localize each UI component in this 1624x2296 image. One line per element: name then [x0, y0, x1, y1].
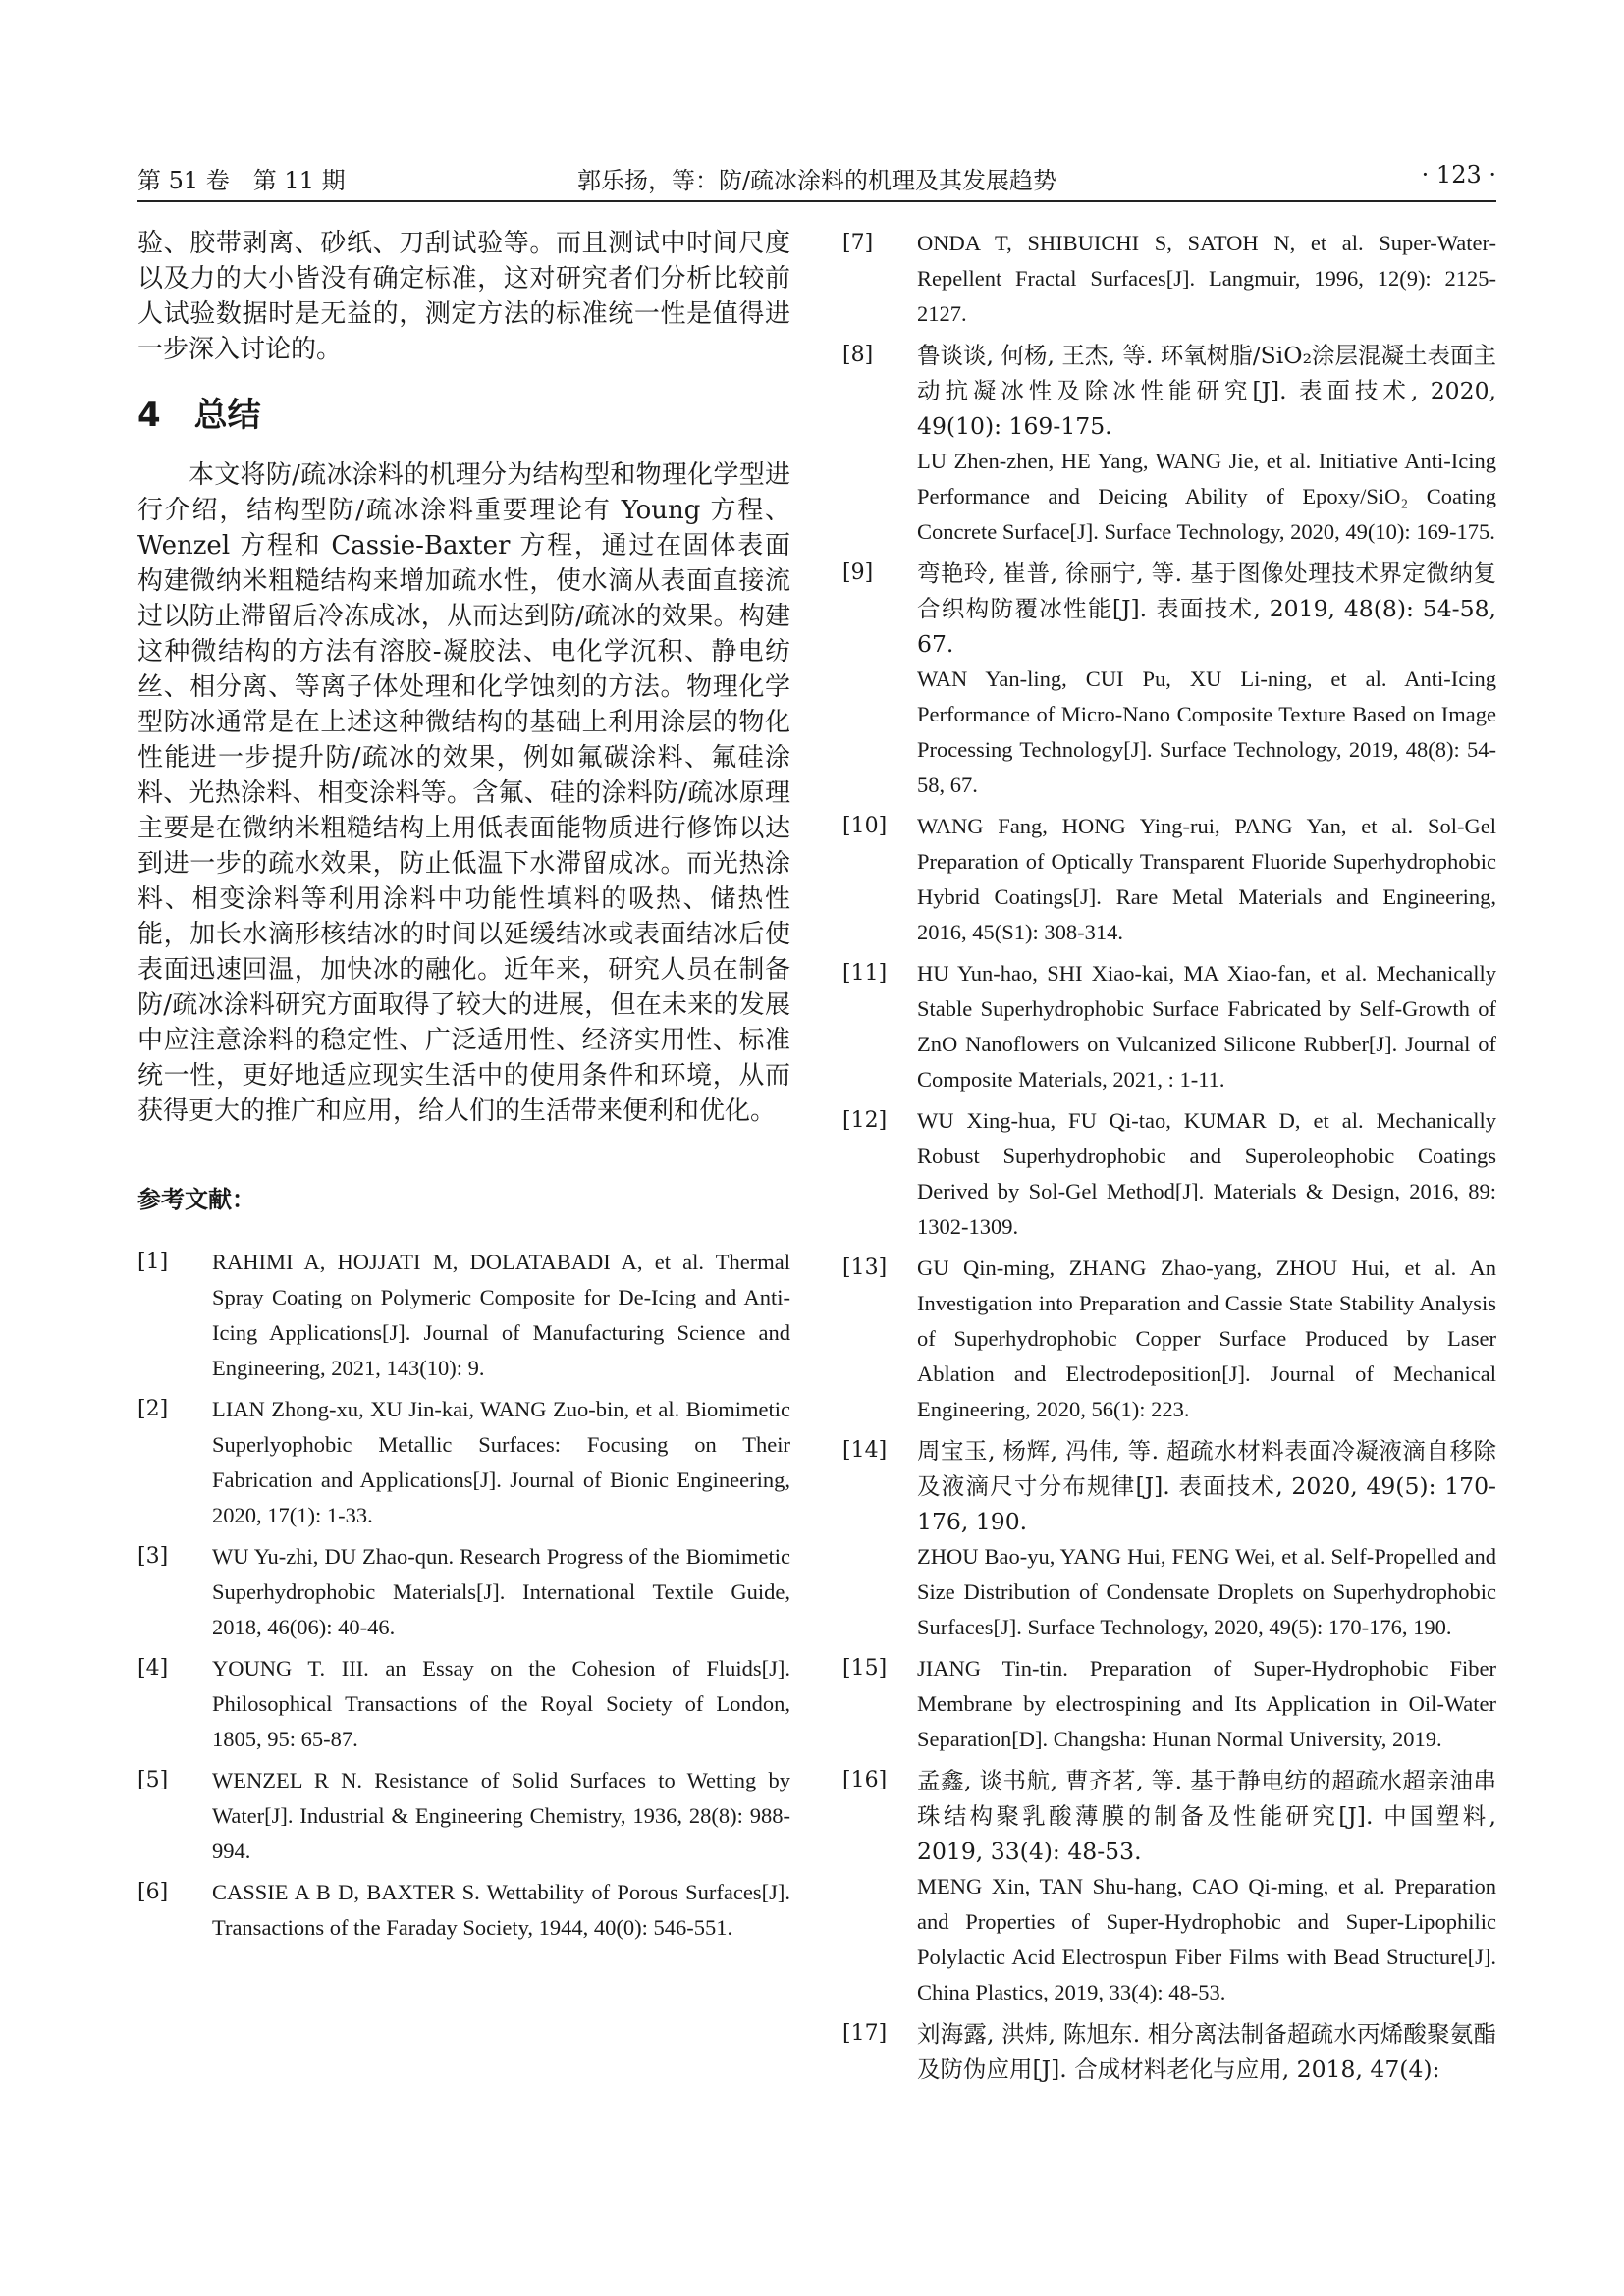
section-title-summary: 4 总结	[137, 396, 261, 435]
reference-number: [17]	[842, 2021, 888, 2046]
reference-number: [14]	[842, 1438, 888, 1463]
reference-item	[137, 1875, 790, 1946]
reference-text: WU Yu-zhi, DU Zhao-qun. Research Progress of the Biomimetic Superhydrophobic Materials[J]. International Textile Guide, 2018, 46(06): 40-46.	[212, 1544, 790, 1639]
reference-number: [9]	[842, 561, 874, 585]
reference-number: [2]	[137, 1397, 169, 1421]
running-header	[137, 155, 1496, 194]
reference-number: [8]	[842, 343, 874, 367]
references-title: 参考文献：	[137, 1186, 255, 1213]
reference-text: CASSIE A B D, BAXTER S. Wettability of Porous Surfaces[J]. Transactions of the Faraday Society, 1944, 40(0): 546-551.	[212, 1880, 790, 1940]
reference-list-right	[842, 226, 1496, 2087]
left-column	[137, 226, 790, 1951]
reference-text: GU Qin-ming, ZHANG Zhao-yang, ZHOU Hui, et al. An Investigation into Preparation and Cassie State Stability Analysis of Superhydrophobic Copper Surface Produced by Laser Ablation and Electrodeposition[J]. Journal of Mechanical Engineering, 2020, 56(1): 223.	[917, 1255, 1496, 1421]
reference-number: [5]	[137, 1768, 169, 1792]
reference-item	[842, 226, 1496, 332]
page-number: · 123 ·	[1421, 161, 1496, 188]
reference-item	[842, 809, 1496, 950]
reference-item	[842, 2016, 1496, 2087]
reference-item	[842, 1763, 1496, 2010]
reference-text: YOUNG T. III. an Essay on the Cohesion of Fluids[J]. Philosophical Transactions of the Royal Society of London, 1805, 95: 65-87.	[212, 1656, 790, 1751]
reference-text-chinese: 鲁谈谈, 何杨, 王杰, 等. 环氧树脂/SiO₂涂层混凝土表面主动抗凝冰性及除冰性能研究[J]. 表面技术, 2020, 49(10): 169-175.	[917, 342, 1496, 440]
header-rule	[137, 200, 1496, 202]
reference-text-english: WAN Yan-ling, CUI Pu, XU Li-ning, et al. Anti-Icing Performance of Micro-Nano Composite Texture Based on Image Processing Technology[J]. Surface Technology, 2019, 48(8): 54-58, 67.	[917, 667, 1496, 797]
reference-number: [6]	[137, 1880, 169, 1904]
summary-paragraph: 本文将防/疏冰涂料的机理分为结构型和物理化学型进行介绍，结构型防/疏冰涂料重要理论有 Young 方程、Wenzel 方程和 Cassie-Baxter 方程，通过在固体表面构建微纳米粗糙结构来增加疏水性，使水滴从表面直接流过以防止滞留后冷冻成冰，从而达到防/疏冰的效果。构建这种微结构的方法有溶胶-凝胶法、电化学沉积、静电纺丝、相分离、等离子体处理和化学蚀刻的方法。物理化学型防冰通常是在上述这种微结构的基础上利用涂层的物化性能进一步提升防/疏冰的效果，例如氟碳涂料、氟硅涂料、光热涂料、相变涂料等。含氟、硅的涂料防/疏冰原理主要是在微纳米粗糙结构上用低表面能物质进行修饰以达到进一步的疏水效果，防止低温下水滞留成冰。而光热涂料、相变涂料等利用涂料中功能性填料的吸热、储热性能，加长水滴形核结冰的时间以延缓结冰或表面结冰后使表面迅速回温，加快冰的融化。近年来，研究人员在制备防/疏冰涂料研究方面取得了较大的进展，但在未来的发展中应注意涂料的稳定性、广泛适用性、经济实用性、标准统一性，更好地适应现实生活中的使用条件和环境，从而获得更大的推广和应用，给人们的生活带来便利和优化。	[137, 460, 790, 1126]
running-title: 郭乐扬，等：防/疏冰涂料的机理及其发展趋势	[576, 167, 1057, 194]
intro-paragraph: 验、胶带剥离、砂纸、刀刮试验等。而且测试中时间尺度以及力的大小皆没有确定标准，这对研究者们分析比较前人试验数据时是无益的，测定方法的标准统一性是值得进一步深入讨论的。	[137, 229, 790, 364]
reference-number: [3]	[137, 1544, 169, 1569]
reference-text: RAHIMI A, HOJJATI M, DOLATABADI A, et al. Thermal Spray Coating on Polymeric Composite for De-Icing and Anti-Icing Applications[J]. Journal of Manufacturing Science and Engineering, 2021, 143(10): 9.	[212, 1250, 790, 1380]
reference-text: HU Yun-hao, SHI Xiao-kai, MA Xiao-fan, et al. Mechanically Stable Superhydrophobic Surface Fabricated by Self-Growth of ZnO Nanoflowers on Vulcanized Silicone Rubber[J]. Journal of Composite Materials, 2021, : 1-11.	[917, 961, 1496, 1092]
reference-text-english: ZHOU Bao-yu, YANG Hui, FENG Wei, et al. Self-Propelled and Size Distribution of Condensate Droplets on Superhydrophobic Surfaces[J]. Surface Technology, 2020, 49(5): 170-176, 190.	[917, 1544, 1496, 1639]
reference-text-english: MENG Xin, TAN Shu-hang, CAO Qi-ming, et al. Preparation and Properties of Super-Hydrophobic and Super-Lipophilic Polylactic Acid Electrospun Fiber Films with Bead Structure[J]. China Plastics, 2019, 33(4): 48-53.	[917, 1874, 1496, 2004]
reference-number: [12]	[842, 1108, 888, 1133]
reference-number: [15]	[842, 1656, 888, 1681]
reference-number: [1]	[137, 1250, 169, 1274]
reference-text-chinese: 孟鑫, 谈书航, 曹齐茗, 等. 基于静电纺的超疏水超亲油串珠结构聚乳酸薄膜的制备及性能研究[J]. 中国塑料, 2019, 33(4): 48-53.	[917, 1767, 1496, 1865]
reference-number: [4]	[137, 1656, 169, 1681]
reference-list-left	[137, 1245, 790, 1946]
reference-item	[842, 338, 1496, 550]
reference-item	[137, 1245, 790, 1386]
reference-number: [10]	[842, 814, 888, 838]
reference-item	[842, 1651, 1496, 1757]
reference-text-chinese: 周宝玉, 杨辉, 冯伟, 等. 超疏水材料表面冷凝液滴自移除及液滴尺寸分布规律[J]. 表面技术, 2020, 49(5): 170-176, 190.	[917, 1437, 1496, 1535]
reference-number: [11]	[842, 961, 888, 986]
reference-item	[842, 556, 1496, 803]
journal-volume-issue: 第 51 卷 第 11 期	[137, 167, 346, 194]
reference-item	[137, 1392, 790, 1533]
reference-text: WANG Fang, HONG Ying-rui, PANG Yan, et al. Sol-Gel Preparation of Optically Transparent Fluoride Superhydrophobic Hybrid Coatings[J]. Rare Metal Materials and Engineering, 2016, 45(S1): 308-314.	[917, 814, 1496, 944]
reference-item	[842, 1251, 1496, 1427]
reference-item	[842, 956, 1496, 1097]
reference-text-english: LU Zhen-zhen, HE Yang, WANG Jie, et al. Initiative Anti-Icing Performance and Deicing Ability of Epoxy/SiO₂ Coating Concrete Surface[J]. Surface Technology, 2020, 49(10): 169-175.	[917, 449, 1496, 544]
right-column	[842, 226, 1496, 2093]
reference-number: [7]	[842, 231, 874, 255]
reference-text-chinese: 刘海露, 洪炜, 陈旭东. 相分离法制备超疏水丙烯酸聚氨酯及防伪应用[J]. 合成材料老化与应用, 2018, 47(4):	[917, 2020, 1496, 2083]
reference-number: [16]	[842, 1768, 888, 1792]
reference-text: JIANG Tin-tin. Preparation of Super-Hydrophobic Fiber Membrane by electrospining and Its Application in Oil-Water Separation[D]. Changsha: Hunan Normal University, 2019.	[917, 1656, 1496, 1751]
reference-text-chinese: 弯艳玲, 崔普, 徐丽宁, 等. 基于图像处理技术界定微纳复合织构防覆冰性能[J]. 表面技术, 2019, 48(8): 54-58, 67.	[917, 560, 1496, 658]
reference-item	[137, 1539, 790, 1645]
reference-text: WENZEL R N. Resistance of Solid Surfaces to Wetting by Water[J]. Industrial & Engineering Chemistry, 1936, 28(8): 988-994.	[212, 1768, 790, 1863]
reference-item	[137, 1651, 790, 1757]
reference-text: ONDA T, SHIBUICHI S, SATOH N, et al. Super-Water-Repellent Fractal Surfaces[J]. Langmuir, 1996, 12(9): 2125-2127.	[917, 231, 1496, 326]
reference-text: LIAN Zhong-xu, XU Jin-kai, WANG Zuo-bin, et al. Biomimetic Superlyophobic Metallic Surfaces: Focusing on Their Fabrication and Applications[J]. Journal of Bionic Engineering, 2020, 17(1): 1-33.	[212, 1397, 790, 1527]
reference-text: WU Xing-hua, FU Qi-tao, KUMAR D, et al. Mechanically Robust Superhydrophobic and Superoleophobic Coatings Derived by Sol-Gel Method[J]. Materials & Design, 2016, 89: 1302-1309.	[917, 1108, 1496, 1239]
reference-number: [13]	[842, 1255, 888, 1280]
reference-item	[842, 1433, 1496, 1645]
reference-item	[842, 1103, 1496, 1245]
reference-item	[137, 1763, 790, 1869]
